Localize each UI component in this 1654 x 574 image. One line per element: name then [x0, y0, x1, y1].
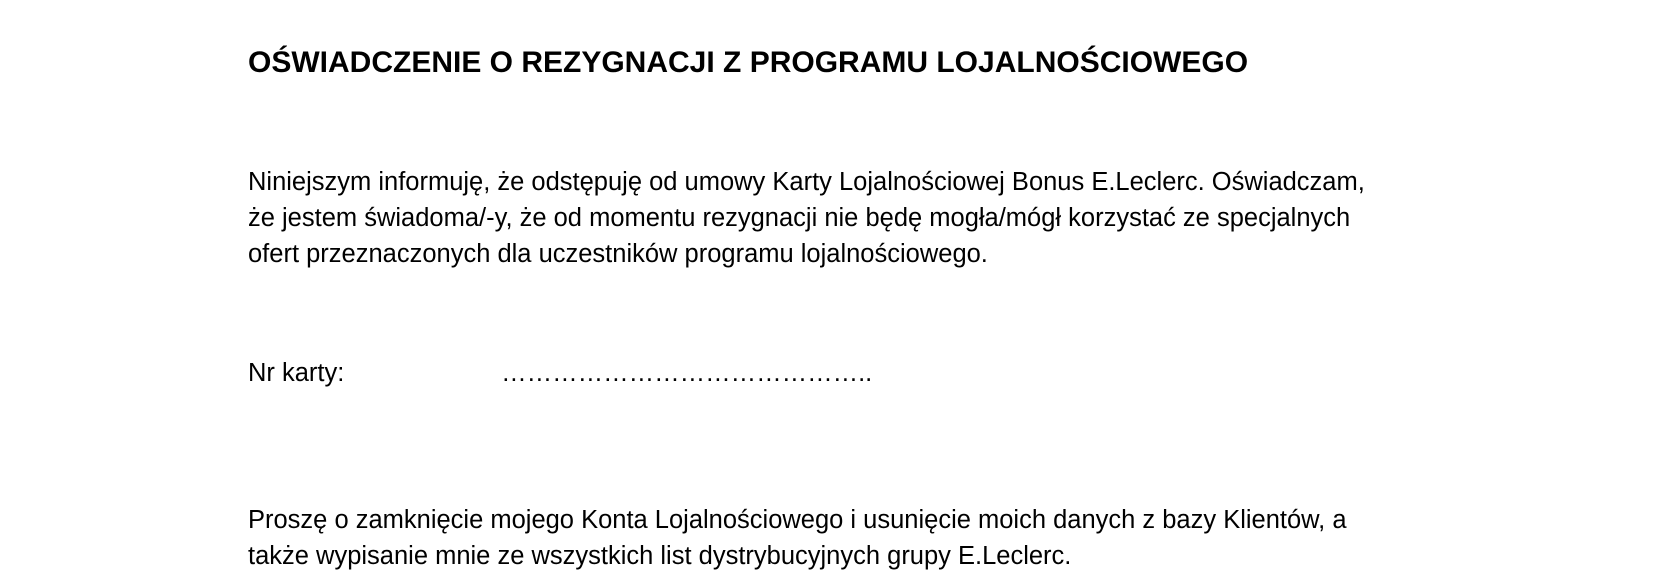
declaration-paragraph [248, 164, 1468, 272]
document-title: OŚWIADCZENIE O REZYGNACJI Z PROGRAMU LOJALNOŚCIOWEGO [248, 46, 1249, 79]
card-number-field [248, 355, 872, 391]
closure-request-paragraph [248, 502, 1468, 574]
card-number-label: Nr karty: [248, 359, 345, 387]
paragraph-line: Niniejszym informuję, że odstępuję od umowy Karty Lojalnościowej Bonus E.Leclerc. Oświadczam, [248, 168, 1365, 196]
paragraph-line: Proszę o zamknięcie mojego Konta Lojalnościowego i usunięcie moich danych z bazy Klientów, a [248, 506, 1347, 534]
card-number-placeholder: …………………………………….. [501, 359, 873, 387]
paragraph-line: że jestem świadoma/-y, że od momentu rezygnacji nie będę mogła/mógł korzystać ze specjalnych [248, 204, 1351, 232]
paragraph-line: ofert przeznaczonych dla uczestników programu lojalnościowego. [248, 240, 988, 268]
paragraph-line: także wypisanie mnie ze wszystkich list dystrybucyjnych grupy E.Leclerc. [248, 542, 1072, 570]
